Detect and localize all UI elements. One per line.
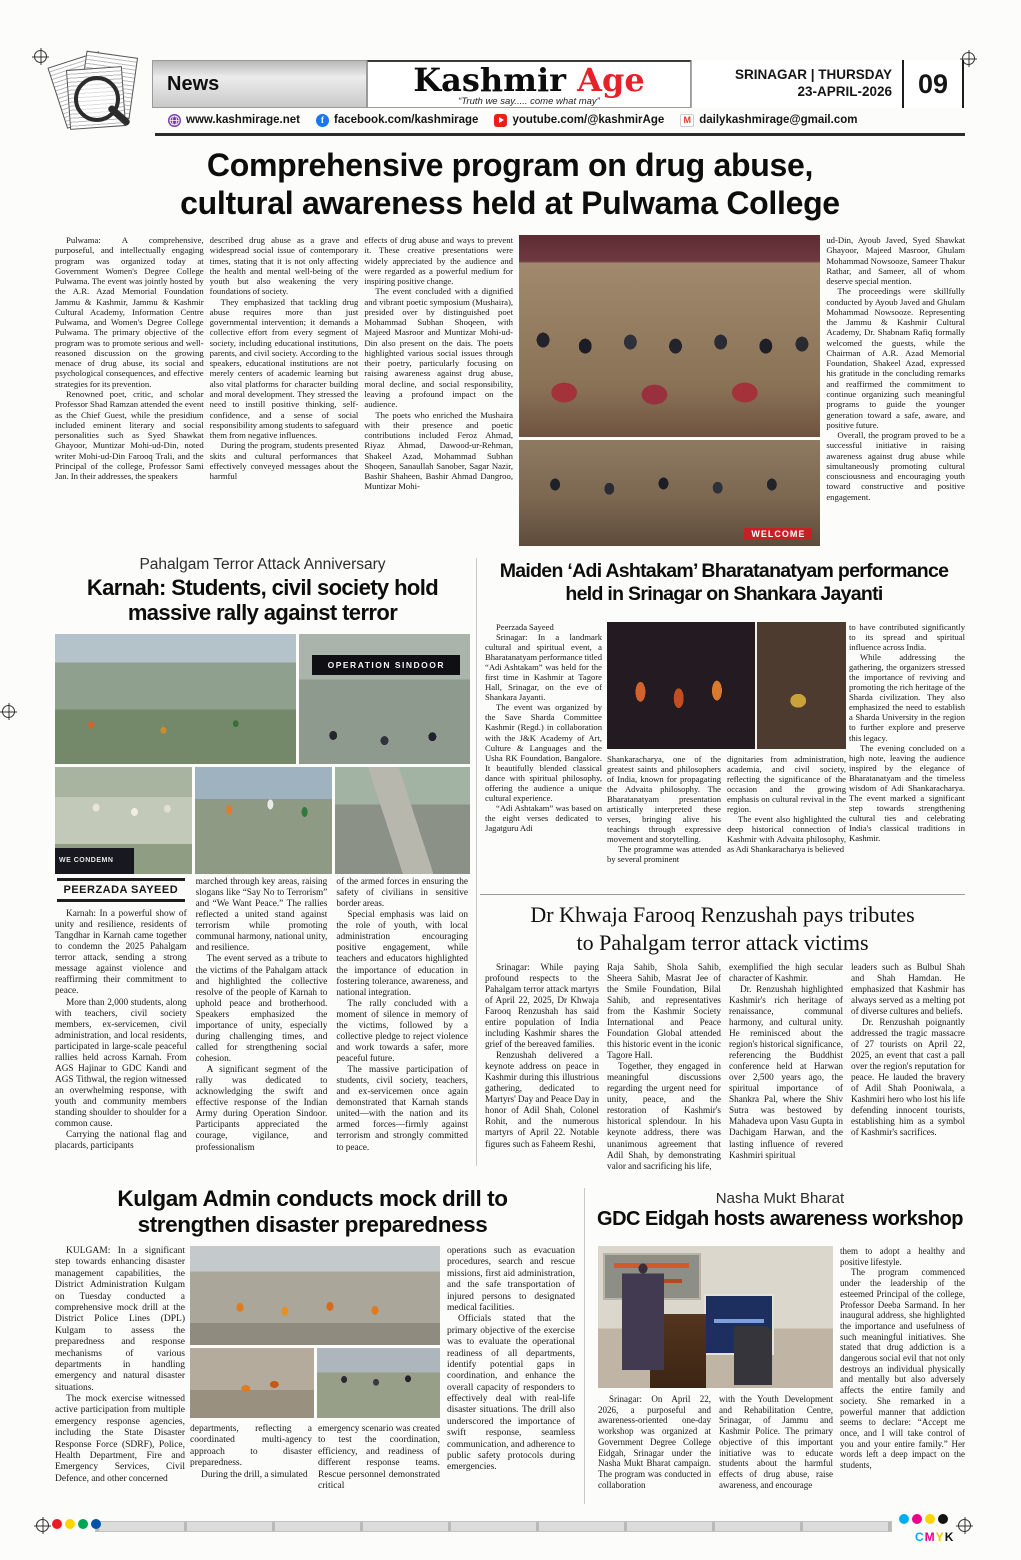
article-kulgam-body	[55, 1246, 575, 1508]
header	[152, 60, 964, 108]
page-number: 09	[904, 60, 964, 108]
article-bharatanatyam-body	[485, 622, 965, 880]
color-control-dots	[52, 1519, 101, 1529]
operation-sindoor-banner: OPERATION SINDOOR	[312, 655, 460, 675]
gmail-icon: M	[680, 114, 694, 127]
registration-mark	[36, 1519, 49, 1532]
article-column: Srinagar: On April 22, 2026, a purposeful and awareness-oriented one-day workshop was organized at Government Degree College Eidgah, Srinagar under the Nasha Mukt Bharat campaign. The program was conducted in collaboration	[598, 1394, 711, 1490]
masthead-title	[368, 61, 690, 99]
photo-flags-crowd	[195, 767, 332, 874]
article-column: them to adopt a healthy and positive lifestyle. The program commenced under the leadership of the esteemed Principal of the college, Professor Deeba Sarmand. In her inaugural address, she highlighted the importance and usefulness of such meaningful initiatives. She stated that drug addiction is a dangerous social evil that not only destroys an individual physically and mentally but also adversely affects the entire family and society. She remarked in a powerful manner that addiction seems to declare: “Accept me once, and I will take control of you and your entire family.” Her words left a deep impact on the students,	[840, 1246, 965, 1471]
dateline-date: 23-APRIL-2026	[797, 84, 892, 99]
youtube-link[interactable]: youtube.com/@kashmirAge	[494, 114, 664, 127]
globe-icon	[168, 114, 181, 127]
article-column: Srinagar: While paying profound respects to the Pahalgam terror attack martyrs of April 22, 2025, Dr Khwaja Farooq Renzushah has said entire population of India including Kashmir shares the grief of the bereaved families. Renzushah delivered a keynote address on peace in Kashmir during this illustrious gathering, dedicated to Martyrs' Day and Peace Day in honor of Adil Shah, Colonel Rohit, and the numerous martyrs of April 22. Notable figures such as Faheem Reshi,	[485, 962, 599, 1149]
article-pulwama-headline: Comprehensive program on drug abuse, cultural awareness held at Pulwama College	[180, 147, 840, 222]
article-column: ud-Din, Ayoub Javed, Syed Shawkat Ghayoor, Majeed Masroor, Ghulam Mohammad Nowsooze, Sameer Thakur Rathar, and Sameer, all of whom deserve special mention. The proceedings were skillfully conducted by Ayoub Javed and Ghulam Mohammad Nowsooze. Representing the Jammu & Kashmir Cultural Academy, Dr. Shabnam Rafiq formally welcomed the guests, while the Chairman of A.R. Azad Memorial Foundation, Shakeel Azad, expressed his gratitude in the concluding remarks and reaffirmed the commitment to continue organizing such meaningful programs to guide the younger generation toward a safe, aware, and positive future. Overall, the program proved to be a successful initiative in raising awareness against drug abuse while simultaneously promoting cultural consciousness and encouraging youth toward constructive and positive engagement.	[826, 235, 966, 502]
photo-road-procession	[335, 767, 470, 874]
cmyk-dots	[899, 1514, 948, 1524]
article-renzushah-body	[485, 962, 965, 1172]
article-column: Shankaracharya, one of the greatest saints and philosophers of India, known for propagating the Advaita philosophy. The Bharatanatyam presentation artistically interpreted these verses, bringing alive his teachings through expressive movement and storytelling. The programme was attended by several prominent	[607, 754, 721, 865]
photo-speaker-silhouette	[622, 1260, 664, 1382]
section-label: News	[167, 72, 220, 95]
registration-mark	[34, 50, 47, 63]
article-karnah-body	[55, 877, 468, 1168]
article-pulwama-body	[55, 235, 965, 546]
photo-students-march	[55, 767, 192, 874]
photo-audience	[519, 440, 820, 546]
article-column: dignitaries from administration, academia, and civil society, reflecting the significance of the occasion and the growing emphasis on cultural revival in the region. The event also highlighted the deep historical connection of Kashmir with Advaita philosophy, as Adi Shankaracharya is believed	[727, 754, 846, 855]
photo-dignitaries-on-dais	[519, 235, 820, 437]
photo-chair	[734, 1326, 772, 1386]
article-column: emergency scenario was created to test the coordination, efficiency, and readiness of different response teams. Rescue personnel demonstrated critical	[318, 1424, 440, 1491]
photo-drill-street	[190, 1246, 440, 1345]
printer-color-bar	[95, 1521, 892, 1532]
article-column: Peerzada Sayeed Srinagar: In a landmark cultural and spiritual event, a Bharatanatyam performance titled “Adi Ashtakam” was held for the first time in Kashmir at Tagore Hall, Srinagar, on the eve of Shankara Jayanti. The event was organized by the Save Sharda Committee Kashmir (Regd.) in collaboration with the J&K Academy of Art, Culture & Languages and the Usha RK Foundation, Bangalore. It beautifully blended classical dance with spiritual philosophy, offering the audience a unique cultural experience. “Adi Ashtakam” was based on the eight verses dedicated to Jagatguru Adi	[485, 622, 602, 833]
cmyk-label: CMYK	[915, 1530, 955, 1544]
article-eidgah-body	[598, 1246, 965, 1500]
article-column: operations such as evacuation procedures, search and rescue missions, first aid administration, and the safe transportation of injured persons to designated medical facilities. Officials stated that the primary objective of the exercise was to evaluate the operational readiness of all departments, identify potential gaps in coordination, and enhance the overall capacity of responders to effectively deal with real-life disaster situations. The drill also underscored the importance of swift response, seamless communication, and adherence to public safety protocols during emergencies.	[447, 1246, 575, 1473]
photo-drill-observers	[317, 1348, 441, 1418]
header-rule	[155, 133, 965, 136]
article-divider-rule	[480, 894, 965, 895]
article-column: with the Youth Development and Rehabilitation Centre, Srinagar, of Jammu and Kashmir Police. The primary objective of this important initiative was to educate students about the harmful effects of drug abuse, raise awareness, and encourage	[719, 1394, 833, 1490]
article-bharatanatyam-headline: Maiden ‘Adi Ashtakam’ Bharatanatyam performance held in Srinagar on Shankara Jayanti	[499, 560, 949, 606]
dateline-city-day: SRINAGAR | THURSDAY	[734, 67, 892, 83]
article-karnah-kicker: Pahalgam Terror Attack Anniversary	[139, 556, 386, 573]
facebook-link[interactable]: f facebook.com/kashmirage	[316, 114, 478, 127]
we-condemn-poster: WE CONDEMN	[55, 848, 134, 874]
column-divider	[476, 558, 477, 1166]
website-link[interactable]: www.kashmirage.net	[168, 114, 300, 127]
youtube-icon	[494, 114, 507, 127]
registration-mark	[958, 1519, 971, 1532]
article-column: KULGAM: In a significant step towards enhancing disaster management capabilities, the District Administration Kulgam on Tuesday conducted a comprehensive mock drill at the District Police Lines (DPL) Kulgam to assess the preparedness and response mechanisms of various departments in handling emergency and natural disaster situations. The mock exercise witnessed active participation from multiple emergency response agencies, including the State Disaster Response Force (SDRF), Police, Health Department, Fire and Emergency Services, Civil Defence, and other concerned	[55, 1246, 185, 1484]
article-column: Raja Sahib, Shola Sahib, Sheera Sahib, Masrat Jee of the Smile Foundation, Bilal Sahib, and representatives from the Kashmir Society International and Peace Foundation Global attended this historic event in the iconic Tagore Hall. Together, they engaged in meaningful discussions regarding the urgent need for unity, peace, and the restoration of Kashmir's historical splendour. In his keynote address, there was unanimous agreement that Adil Shah, by demonstrating valor and sacrificing his life,	[607, 962, 721, 1171]
masthead-red: Age	[577, 61, 645, 99]
article-karnah-headline: Karnah: Students, civil society hold massive rally against terror	[86, 575, 439, 625]
contact-bar	[168, 111, 888, 129]
photo-crowd-banner	[299, 634, 470, 764]
article-column: to have contributed significantly to its spread and spiritual influence across India. While addressing the gathering, the organizers stressed the importance of reviving and promoting the rich heritage of the Sharda civilization. They also emphasized the need to establish a Sharda University in the region to further explore and preserve this legacy. The evening concluded on a high note, leaving the audience inspired by the elegance of Bharatanatyam and the timeless wisdom of Adi Shankaracharya. The event marked a significant step towards strengthening cultural ties and celebrating India's classical traditions in Kashmir.	[849, 622, 965, 843]
newspaper-logo-sketch	[48, 50, 156, 138]
article-eidgah-kicker: Nasha Mukt Bharat	[715, 1190, 845, 1207]
section-bar	[152, 60, 367, 108]
photo-bharatanatyam-performance	[607, 622, 846, 749]
column-divider	[584, 1188, 585, 1504]
masthead-tagline: “Truth we say..... come what may”	[458, 96, 600, 107]
article-column: effects of drug abuse and ways to prevent it. These creative presentations were widely appreciated by the audience and were regarded as a powerful medium for inspiring positive change. The event concluded with a dignified and vibrant poetic symposium (Mushaira), presided over by distinguished poet Mohammad Subhan Shoqeen, with Majeed Masroor and Muntizar Mohi-ud-Din also present on the dais. The poets highlighted various social issues through their poetry, particularly focusing on raising awareness against drug abuse, moral decline, and social responsibility, leaving a profound impact on the audience. The poets who enriched the Mushaira with their presence and poetic contributions included Feroz Ahmad, Riyaz Ahmad, Dawood-ur-Rehman, Shakeel Azad, Mohammad Subhan Shoqeen, Sanaullah Sanober, Sagar Nazir, Bashir Shaheen, Bashir Ahmad Dangroo, Muntizar Mohi-	[364, 235, 514, 492]
photo-pulwama-event	[519, 235, 820, 546]
article-column: marched through key areas, raising slogans like “Say No to Terrorism” and “We Want Peace.” The rallies reflected a united stand against terrorism while promoting communal harmony, national unity, and resilience. The event served as a tribute to the victims of the Pahalgam attack and highlighted the collective resolve of the people of Karnah to uphold peace and brotherhood. Speakers emphasized the importance of unity, especially during challenging times, and called for strengthening social cohesion. A significant segment of the rally was dedicated to acknowledging the swift and effective response of the Indian Army during Operation Sindoor. Participants appreciated the courage, vigilance, and professionalism	[195, 877, 328, 1153]
masthead-black: Kashmir	[413, 61, 566, 99]
article-kulgam-headline: Kulgam Admin conducts mock drill to strengthen disaster preparedness	[117, 1186, 508, 1237]
article-column-text: Karnah: In a powerful show of unity and resilience, residents of Tangdhar in Karnah came together to condemn the 2025 Pahalgam terror attack, sending a strong message against violence and reaffirming their commitment to peace. More than 2,000 students, along with teachers, civil society members, ex-servicemen, civil administration, and local residents, participated in large-scale peaceful rallies held across Karnah. From AGS Hajinar to GDC Kandi and AGS Tithwal, the region witnessed an overwhelming response, with youth and community members standing shoulder to shoulder for a common cause. Carrying the national flag and placards, participants	[55, 909, 187, 1152]
article-renzushah-headline: Dr Khwaja Farooq Renzushah pays tributes to Pahalgam terror attack victims	[530, 902, 915, 955]
byline: PEERZADA SAYEED	[57, 878, 185, 902]
article-column: described drug abuse as a grave and widespread social issue of contemporary times, stating that it is not only affecting the health and mental well-being of the youth but also weakening the very foundations of society. They emphasized that tackling drug abuse requires more than just governmental intervention; it demands a collective effort from every segment of society, including educational institutions, parents, and civil society. According to the speakers, educational institutions are not merely centers of academic learning but also vital platforms for character building and moral development. They stressed the need to instill positive thinking, self-confidence, and a sense of social responsibility among students to safeguard them from negative influences. During the program, students presented skits and cultural performances that effectively conveyed messages about the harmful	[209, 235, 359, 482]
article-column: departments, reflecting a coordinated multi-agency approach to disaster preparedness. During the drill, a simulated	[190, 1424, 312, 1480]
registration-mark	[2, 705, 15, 718]
welcome-banner: WELCOME	[744, 528, 812, 540]
facebook-icon: f	[316, 114, 329, 127]
article-column: of the armed forces in ensuring the safety of civilians in sensitive border areas. Special emphasis was laid on the role of youth, with local administration encouraging positive engagement, while teachers and educators highlighted the importance of education in fostering tolerance, awareness, and national integration. The rally concluded with a moment of silence in memory of the victims, followed by a collective pledge to reject violence and work towards a safer, more peaceful future. The massive participation of students, civil society, teachers, and ex-servicemen once again demonstrated that Karnah stands united—with the nation and its armed forces—firmly against terrorism and strongly committed to peace.	[336, 877, 469, 1153]
masthead	[367, 60, 691, 108]
photo-rescue-team	[190, 1348, 314, 1418]
photo-collage-mock-drill	[190, 1246, 440, 1418]
photo-collage-karnah-rally	[55, 634, 470, 874]
dateline	[691, 60, 904, 108]
article-column: leaders such as Bulbul Shah and Shah Hamdan. He emphasized that Kashmir has always served as a melting pot of diverse cultures and beliefs. Dr. Renzushah poignantly addressed the tragic massacre of 27 tourists on April 22, 2025, an event that cast a pall over the region's reputation for peace. He lauded the bravery of Adil Shah Pooniwala, a Kashmiri hero who lost his life defending innocent tourists, establishing him as a symbol of Kashmir's sacrifices.	[851, 962, 965, 1138]
article-column: exemplified the high secular character of Kashmir. Dr. Renzushah highlighted Kashmir's rich heritage of renaissance, communal harmony, and cultural unity. He reminisced about the region's historical significance, referencing the Buddhist conference held at Harwan over 2,500 years ago, the spiritual importance of Shankra Pal, where the Shiv Sutra was bestowed by Mahadeva upon Vasu Gupta in Dachigam Harwan, and the lasting influence of revered Kashmiri spiritual	[729, 962, 843, 1160]
article-eidgah-headline: GDC Eidgah hosts awareness workshop	[597, 1208, 963, 1230]
photo-rally-street	[55, 634, 296, 764]
article-column: Pulwama: A comprehensive, purposeful, and intellectually engaging program was organized today at Government Women's Degree College Pulwama. The event was jointly hosted by the A.R. Azad Memorial Foundation Jammu & Kashmir, Jammu & Kashmir Cultural Academy, Information Centre Pulwama, and Women's Degree College Pulwama. The primary objective of the program was to promote serious and well-reasoned discussion on the growing menace of drug abuse, its social and psychological consequences, and effective strategies for its prevention. Renowned poet, critic, and scholar Professor Shad Ramzan attended the event as the Chief Guest, while the presidium included eminent literary and social personalities such as Syed Shawkat Ghayoor, Muntizar Mohi-ud-Din, noted writer Mohi-ud-Din Farooq Trali, and the Principal of the college, Professor Sami Jan. In their addresses, the speakers	[55, 235, 204, 482]
photo-workshop-speaker	[598, 1246, 833, 1388]
email-link[interactable]: M dailykashmirage@gmail.com	[680, 114, 857, 127]
article-column	[55, 877, 187, 1168]
